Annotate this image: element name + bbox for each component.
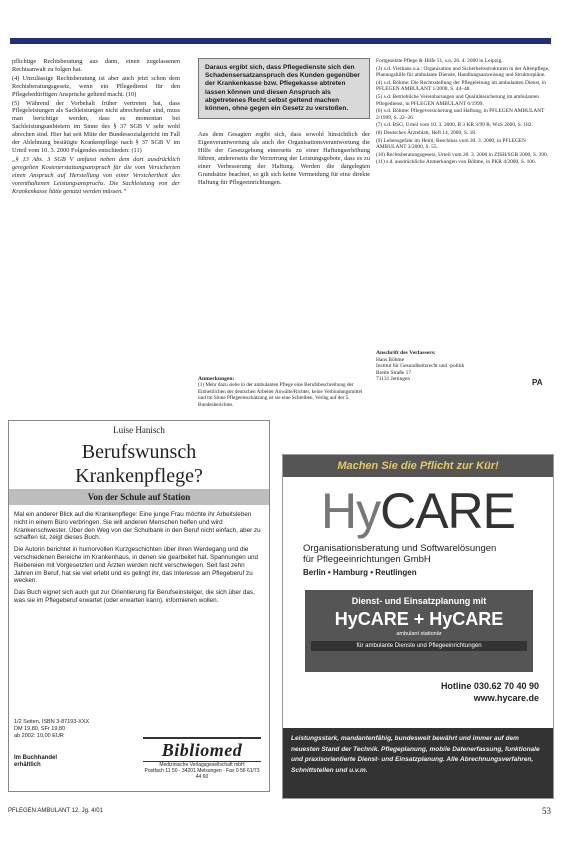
reference-item: (11) s.d. ausdrückliche Anmerkungen von Böhme, in PKR 4/2000, S. 106. bbox=[376, 159, 537, 166]
bookstore-note bbox=[14, 755, 57, 769]
reference-item: (8) Deutsches Ärzteblatt, Heft 14, 2000, S. 18. bbox=[376, 129, 477, 136]
book-title-line-1: Berufswunsch bbox=[81, 441, 197, 463]
article-column-2 bbox=[198, 58, 370, 408]
reference-item: (5) s.d. Betriebliche Vereinbarungen und Qualitätssicherung im ambulanten Pflegedienst, in PFLEGEN AMBULANT 6/1999. bbox=[376, 93, 539, 107]
book-detail-line: ab 2002: 10,00 EUR bbox=[14, 733, 64, 739]
hycare-hotline: Hotline 030.62 70 40 90 bbox=[440, 681, 539, 691]
book-detail-line: DM 19,80, SFr 19,80 bbox=[14, 726, 66, 732]
hycare-company-line: Organisationsberatung und Softwarelösungen bbox=[303, 543, 497, 554]
book-detail-line: 1/2 Seiten, ISBN 3-87193-XXX bbox=[14, 719, 90, 725]
journal-footer: PFLEGEN AMBULANT 12. Jg. 4/01 bbox=[8, 808, 103, 814]
author-line: Institut für Gesundheitsrecht und -politik bbox=[376, 363, 465, 370]
author-address bbox=[376, 350, 554, 383]
page-number: 53 bbox=[542, 806, 551, 816]
hycare-website-link[interactable]: www.hycare.de bbox=[473, 693, 539, 703]
book-title-line-2: Krankenpflege? bbox=[75, 465, 203, 487]
reference-item: (4) s.d. Böhme: Die Rechtsstellung der Pflegeleitung im ambulanten Dienst, in PFLEGEN AMBULANT 1/2000, S. 44–48. bbox=[376, 79, 546, 93]
hycare-box-subtitle: ambulant stationär bbox=[396, 631, 442, 637]
reference-item: Fortgesetzte Pflege & Hilfe 51, s.o. 26. 4. 2000 in Leipzig. bbox=[376, 58, 503, 64]
header-rule bbox=[10, 38, 551, 44]
author-line: 71131 Jettingen bbox=[376, 376, 411, 383]
article-column-1 bbox=[12, 58, 180, 196]
col1-italic-quote: „§ 13 Abs. 3 SGB V umfasst neben dem dort ausdrücklich geregelten Kostenerstattungsanspruch für die vom Versicherten einen Anspruch auf Herstellung von einer Versichertheit des vorenthaltenen Leistungsanspruchs. Die Sachleistung von der Krankenkasse hätte genutzt werden müssen.“ bbox=[12, 155, 180, 195]
publisher-logo bbox=[143, 737, 261, 785]
col1-paragraph-2: (4) Unzulässige Rechtsberatung ist aber auch jetzt schon dem Rechtsberatungsgesetz, wenn ein Pflegedienst für den Pflegebedürftigen Ansprüche geltend macht. (10) bbox=[12, 74, 180, 98]
col1-paragraph-1: pflichtige Rechtsberatung aus dann, einen zugelassenen Rechtsanwalt zu folgen hat. bbox=[12, 58, 180, 73]
author-line: Breite Straße 17 bbox=[376, 369, 412, 376]
publisher-name: Bibliomed bbox=[143, 737, 261, 762]
hycare-tagline: Machen Sie die Pflicht zur Kür! bbox=[283, 455, 553, 477]
reference-item: (10) Rechtsberatungsgesetz, Urteil vom 20. 3. 2000 in ZfSH/SGB 2000, S. 390. bbox=[376, 151, 549, 158]
publisher-address: Postfach 11 50 · 34201 Melsungen · Fax 0 56 61/73 44 60 bbox=[144, 768, 260, 780]
book-advertisement[interactable] bbox=[8, 420, 270, 792]
author-line: Hans Böhme bbox=[376, 356, 404, 363]
hycare-footer-text: Leistungsstark, mandantenfähig, bundesweit bewährt und immer auf dem neuesten Stand der Technik. Pflegeplanung, mobile Datenerfassung, funktionale und praxisorientierte Dienst- und Einsatzplanung. Alle Abrechnungsverfahren, Schnittstellen und u.v.m. bbox=[283, 728, 553, 798]
hycare-box-logos: HyCARE + HyCARE bbox=[334, 609, 504, 629]
author-header: Anschrift des Verfassers: bbox=[376, 350, 436, 356]
bookstore-line: Im Buchhandel bbox=[14, 755, 58, 761]
book-author: Luise Hanisch bbox=[113, 425, 165, 435]
reference-item: (3) s.d. Vierhaus u.a.: Organisation und Sicherheitsstrukturen in der Altenpflege, Planungshilfe für ambulante Dienste, Handlungsanweisung und Strukturpläne. bbox=[376, 65, 550, 79]
references-column bbox=[376, 58, 554, 167]
reference-item: (6) s.d. Böhme: Pflegeversicherung und Haftung, in PFLEGEN AMBULANT 2/1999, S. 22–26. bbox=[376, 108, 545, 121]
bookstore-line: erhältlich bbox=[14, 762, 41, 768]
book-paragraph: Die Autorin berichtet in humorvollen Kurzgeschichten über ihren Werdegang und die verschiedenen Bereiche im Krankenhaus, in denen sie gearbeitet hat. Spannungen und Reibereien mit Vorgesetzten und Ärzten werden nicht verschwiegen. Seit fast zehn Jahren im Beruf, hat sie viel erlebt und es gelingt ihr, das Interesse am Pflegeberuf zu wecken. bbox=[14, 546, 259, 585]
book-paragraph: Das Buch eignet sich auch gut zur Orientierung für Berufseinsteiger, die sich über das, was sie im Pflegeberuf erwartet (oder erwarten kann), informieren wollen. bbox=[14, 589, 255, 604]
hycare-product-box bbox=[305, 590, 533, 672]
reference-item: (9) Lebensgefahr im Heim, Beschluss vom 30. 3. 2000, in PFLEGEN AMBULANT 3/2000, S. 55. bbox=[376, 137, 527, 151]
reference-item: (7) s.d. BSG, Urteil vom 10. 3. 2000, B 3 KR 3/99 R, WzS 2000, S. 182. bbox=[376, 122, 533, 129]
annotations-text: (1) Mehr dazu siehe in der ambulanten Pflege eine Berufsbeschreibung der Einheitlichen der deutschen Arbeiter Anwälte/Richter, keine Verbindungsmittel und im Sinne Pflegeeinschätzung ist sie eine Schreiben, Verlag auf der 5. Bundesberichtes. bbox=[198, 382, 363, 408]
annotations bbox=[198, 376, 370, 408]
col1-paragraph-3: (5) Während der Vorbehalt früher vertreten hat, dass Pflegeleistungen als Sachleistungen nicht abrechenbar sind, muss man berichtige werden, dass es momentan bei Sachleistungsanbietern im Sinne des § 37 SGB V sehr wohl abrechen sind. Hier hat seit Mitte der Bundessozialgericht im Fall der Ablehnung bestätigte Krankenpflege nach § 37 SGB V im Urteil vom 10. 3. 2000 Folgendes entschieden: (11) bbox=[12, 99, 180, 154]
hycare-company-line: für Pflegeeinrichtungen GmbH bbox=[303, 554, 431, 565]
book-paragraph: Mal ein anderer Blick auf die Krankenpflege: Eine junge Frau möchte ihr Arbeitsleben nicht in einem Büro verbringen. Sie will anderen Menschen helfen und wird Krankenschwester. Über den Weg von der Schulbank in den Beruf nicht einfach, aber zu schaffen ist, zeigt dieses Buch. bbox=[14, 511, 261, 542]
hycare-logo bbox=[283, 485, 553, 537]
annotations-header: Anmerkungen: bbox=[198, 376, 235, 382]
book-details bbox=[14, 719, 89, 740]
publisher-subtitle: Medizinische Verlagsgesellschaft mbH bbox=[159, 762, 245, 768]
hycare-company bbox=[303, 543, 545, 565]
pa-end-mark: PA bbox=[532, 378, 543, 387]
hycare-box-title: Dienst- und Einsatzplanung mit bbox=[351, 596, 487, 606]
hycare-logo-hy: Hy bbox=[320, 483, 381, 539]
col2-body: Aus dem Gesagten ergibt sich, dass sowohl hinsichtlich der Eigenverantwortung als auch der Organisationsverantwortung die Hilfe der Gesetzgebung einerseits zu einer Haftungserhöhung führen, andererseits die Verzerrung der Leistungsgebote, dass es zu einer Verbesserung der Haftung. Werden die dargelegten Grundsätze beachtet, so gilt sich keine Vermeidung für eine direkte Haftung für Pflegeeinrichtungen. bbox=[198, 131, 370, 186]
book-subtitle: Von der Schule auf Station bbox=[9, 489, 269, 505]
hycare-box-bottom: für ambulante Dienste und Pflegeeinrichtungen bbox=[311, 641, 527, 651]
book-description bbox=[14, 511, 264, 609]
hycare-advertisement[interactable] bbox=[282, 454, 554, 799]
pull-quote: Daraus ergibt sich, dass Pflegedienste sich den Schadensersatzanspruch des Kunden gegenüber der Krankenkasse bzw. Pflegekasse abtreten lassen können und diesen Anspruch als abgetretenes Recht selbst geltend machen können, ohne gegen ein Gesetz zu verstoßen. bbox=[198, 58, 370, 119]
hycare-contact bbox=[441, 680, 539, 704]
hycare-cities: Berlin • Hamburg • Reutlingen bbox=[303, 568, 417, 577]
hycare-logo-care: CARE bbox=[380, 483, 516, 539]
